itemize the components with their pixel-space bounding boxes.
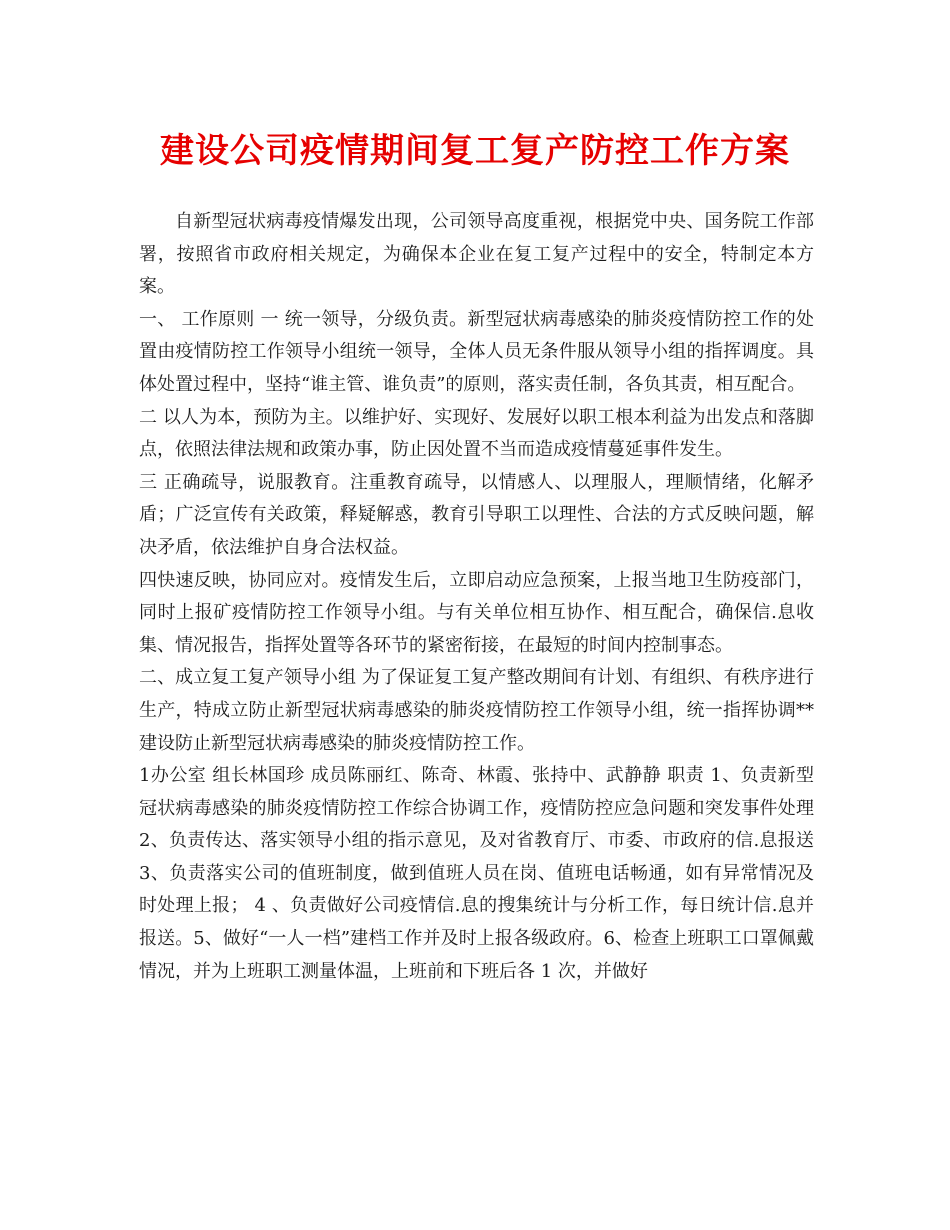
paragraph-leadership-group: 二、成立复工复产领导小组 为了保证复工复产整改期间有计划、有组织、有秩序进行生产，特成立防止新型冠状病毒感染的肺炎疫情防控工作领导小组，统一指挥协调**建设防止新型冠状病毒感染的肺炎疫情防控工作。	[139, 667, 814, 754]
paragraph-principle-4: 四快速反映，协同应对。疫情发生后，立即启动应急预案，上报当地卫生防疫部门，同时上报矿疫情防控工作领导小组。与有关单位相互协作、相互配合，确保信.息收集、情况报告，指挥处置等各环节的紧密衔接，在最短的时间内控制事态。	[139, 569, 814, 656]
paragraph-principle-2: 二 以人为本，预防为主。以维护好、实现好、发展好以职工根本利益为出发点和落脚点，依照法律法规和政策办事，防止因处置不当而造成疫情蔓延事件发生。	[139, 406, 814, 461]
document-body	[139, 206, 814, 988]
paragraph-principle-3: 三 正确疏导，说服教育。注重教育疏导，以情感人、以理服人，理顺情绪，化解矛盾；广泛宣传有关政策，释疑解惑，教育引导职工以理性、合法的方式反映问题，解决矛盾，依法维护自身合法权益。	[139, 471, 814, 558]
paragraph-intro: 自新型冠状病毒疫情爆发出现，公司领导高度重视，根据党中央、国务院工作部署，按照省市政府相关规定，为确保本企业在复工复产过程中的安全，特制定本方案。	[139, 211, 814, 298]
document-title: 建设公司疫情期间复工复产防控工作方案	[160, 131, 790, 171]
paragraph-office: 1办公室 组长林国珍 成员陈丽红、陈奇、林霞、张持中、武静静 职责 1、负责新型冠状病毒感染的肺炎疫情防控工作综合协调工作，疫情防控应急问题和突发事件处理 2、负责传达、落实领导小组的指示意见，及对省教育厅、市委、市政府的信.息报送 3、负责落实公司的值班制度，做到值班人员在岗、值班电话畅通，如有异常情况及时处理上报； 4 、负责做好公司疫情信.息的搜集统计与分析工作，每日统计信.息并报送。5、做好“一人一档”建档工作并及时上报各级政府。6、检查上班职工口罩佩戴情况，并为上班职工测量体温，上班前和下班后各 1 次，并做好	[139, 765, 814, 982]
paragraph-principle-1: 一、 工作原则 一 统一领导，分级负责。新型冠状病毒感染的肺炎疫情防控工作的处置由疫情防控工作领导小组统一领导，全体人员无条件服从领导小组的指挥调度。具体处置过程中，坚持“谁主管、谁负责”的原则，落实责任制，各负其责，相互配合。	[139, 308, 814, 395]
